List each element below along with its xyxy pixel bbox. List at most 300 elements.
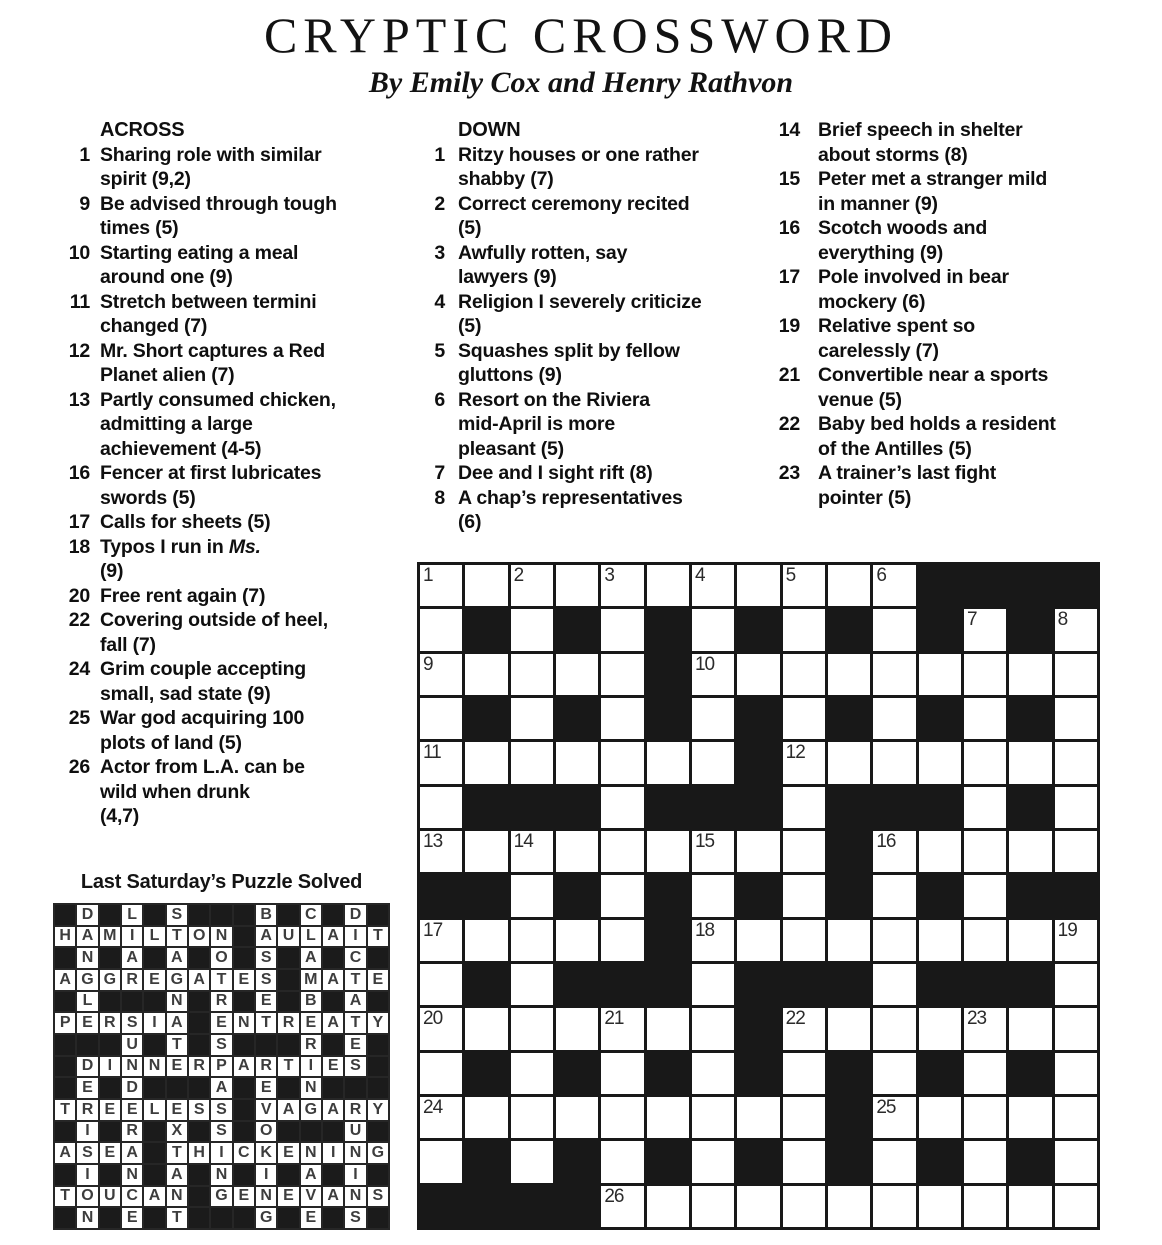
solved-cell-black [144,1208,164,1228]
grid-cell[interactable] [511,875,553,916]
grid-cell[interactable] [556,831,598,872]
clue-number: 7 [434,462,445,484]
solved-cell-letter: S [167,905,187,925]
grid-cell[interactable] [511,609,553,650]
grid-cell-black [737,1141,779,1182]
solved-cell-letter: N [301,1078,321,1098]
clue-3 [423,241,768,290]
grid-cell[interactable] [828,1008,870,1049]
grid-cell[interactable] [1055,831,1097,872]
grid-cell[interactable] [556,654,598,695]
solved-cell-black [55,992,75,1012]
grid-cell[interactable] [964,920,1006,961]
grid-cell[interactable] [420,1053,462,1094]
grid-cell[interactable] [783,698,825,739]
grid-cell-black [647,1141,689,1182]
grid-cell[interactable] [1055,787,1097,828]
grid-cell-black [647,698,689,739]
grid-cell[interactable] [964,787,1006,828]
grid-cell[interactable] [601,698,643,739]
grid-cell[interactable] [692,920,734,961]
grid-cell[interactable] [511,920,553,961]
grid-cell[interactable] [511,698,553,739]
grid-cell[interactable] [601,609,643,650]
solved-cell-black [278,1122,298,1142]
grid-cell[interactable] [783,1097,825,1138]
grid-cell[interactable] [556,1097,598,1138]
clue-text: Awfully rotten, say lawyers (9) [458,241,628,288]
grid-cell[interactable] [964,1008,1006,1049]
grid-cell[interactable] [1009,831,1051,872]
cell-number: 19 [1057,919,1077,941]
solved-cell-letter: E [278,1187,298,1207]
grid-cell[interactable] [420,1141,462,1182]
solved-cell-black [100,992,120,1012]
solved-cell-letter: E [368,970,388,990]
grid-cell[interactable] [919,1008,961,1049]
solved-cell-letter: U [100,1187,120,1207]
clue-number: 15 [778,168,800,190]
cell-number: 24 [423,1096,443,1118]
grid-cell[interactable] [873,964,915,1005]
grid-cell[interactable] [737,920,779,961]
grid-cell[interactable] [783,654,825,695]
grid-cell[interactable] [873,1186,915,1227]
grid-cell[interactable] [420,698,462,739]
grid-cell[interactable] [783,831,825,872]
grid-cell[interactable] [1055,1053,1097,1094]
grid-cell[interactable] [737,654,779,695]
grid-cell[interactable] [1055,1008,1097,1049]
grid-cell[interactable] [1055,654,1097,695]
grid-cell[interactable] [873,609,915,650]
grid-cell-black [919,787,961,828]
grid-cell[interactable] [873,831,915,872]
grid-cell[interactable] [964,609,1006,650]
solved-cell-letter: N [211,927,231,947]
cell-number: 18 [694,919,715,941]
grid-cell[interactable] [964,1186,1006,1227]
solved-cell-letter: E [144,970,164,990]
grid-cell-black [919,565,961,606]
grid-cell[interactable] [737,1186,779,1227]
clue-21 [770,363,1110,412]
grid-cell[interactable] [420,654,462,695]
solved-cell-letter: T [167,1208,187,1228]
grid-cell[interactable] [692,831,734,872]
grid-cell-black [873,787,915,828]
solved-cell-letter: N [256,1187,276,1207]
cell-number: 21 [604,1008,624,1030]
grid-cell[interactable] [919,831,961,872]
grid-cell[interactable] [601,565,643,606]
grid-cell-black [465,964,507,1005]
grid-cell[interactable] [601,875,643,916]
clue-text: Scotch woods and everything (9) [818,217,988,264]
grid-cell[interactable] [601,1097,643,1138]
solved-cell-letter: R [100,1013,120,1033]
clue-text: Typos I run in Ms. (9) [100,535,261,582]
solved-cell-letter: N [345,1187,365,1207]
solved-cell-black [122,992,142,1012]
clue-20 [58,584,403,609]
solved-cell-black [144,948,164,968]
solved-cell-letter: N [144,1057,164,1077]
grid-cell[interactable] [783,875,825,916]
crossword-grid[interactable] [417,562,1100,1230]
grid-cell[interactable] [783,565,825,606]
clue-11 [58,290,403,339]
grid-cell[interactable] [828,742,870,783]
solved-cell-black [100,905,120,925]
solved-cell-letter: R [278,1013,298,1033]
clue-number: 16 [778,217,800,239]
grid-cell[interactable] [873,1097,915,1138]
grid-cell[interactable] [511,1008,553,1049]
grid-cell[interactable] [964,1141,1006,1182]
solved-cell-letter: T [368,927,388,947]
clue-16 [58,461,403,510]
grid-cell[interactable] [420,787,462,828]
grid-cell[interactable] [692,698,734,739]
clue-text: Peter met a stranger mild in manner (9) [818,168,1048,215]
cell-number: 25 [876,1096,896,1118]
clue-number: 18 [68,535,90,558]
solved-cell-black [189,992,209,1012]
solved-cell-black [368,1078,388,1098]
solved-cell-letter: G [301,1100,321,1120]
grid-cell-black [1009,964,1051,1005]
cell-number: 5 [785,565,796,586]
clue-text: Brief speech in shelter about storms (8) [818,119,1023,166]
grid-cell[interactable] [556,920,598,961]
clue-22 [770,412,1110,461]
grid-cell[interactable] [873,742,915,783]
clue-text: A trainer’s last fight pointer (5) [818,462,996,509]
grid-cell[interactable] [783,1053,825,1094]
clue-text: Sharing role with similar spirit (9,2) [100,143,322,190]
grid-cell[interactable] [919,920,961,961]
grid-cell-black [647,875,689,916]
grid-cell[interactable] [737,565,779,606]
clue-text: Ritzy houses or one rather shabby (7) [458,143,699,190]
solved-cell-black [278,1208,298,1228]
grid-cell[interactable] [919,654,961,695]
solved-cell-black [144,1122,164,1142]
solved-cell-black [234,927,254,947]
grid-cell-black [647,1053,689,1094]
grid-cell-black [556,1186,598,1227]
grid-cell[interactable] [873,1053,915,1094]
grid-cell[interactable] [1055,609,1097,650]
solved-cell-black [323,905,343,925]
clue-number: 11 [69,290,90,313]
grid-cell[interactable] [692,1053,734,1094]
grid-cell[interactable] [692,964,734,1005]
solved-cell-black [278,1035,298,1055]
grid-cell[interactable] [964,1053,1006,1094]
grid-cell[interactable] [692,609,734,650]
grid-cell[interactable] [511,565,553,606]
grid-cell[interactable] [1009,1186,1051,1227]
grid-cell[interactable] [1009,742,1051,783]
grid-cell[interactable] [647,831,689,872]
grid-cell[interactable] [511,1053,553,1094]
solved-cell-letter: E [122,1208,142,1228]
solved-cell-letter: G [368,1143,388,1163]
grid-cell[interactable] [692,875,734,916]
grid-cell-black [964,565,1006,606]
grid-cell-black [647,787,689,828]
clue-5 [423,339,768,388]
solved-cell-letter: I [77,1122,97,1142]
grid-cell-black [647,920,689,961]
grid-cell-black [828,609,870,650]
grid-cell[interactable] [783,1186,825,1227]
grid-cell-black [828,698,870,739]
solved-cell-black [144,1165,164,1185]
clue-text: Convertible near a sports venue (5) [818,364,1049,411]
byline: By Emily Cox and Henry Rathvon [368,66,794,99]
grid-cell-black [1009,698,1051,739]
grid-cell[interactable] [692,1097,734,1138]
grid-cell[interactable] [556,742,598,783]
grid-cell[interactable] [873,920,915,961]
cell-number: 17 [423,919,443,941]
grid-cell[interactable] [737,831,779,872]
clue-number: 1 [434,143,445,166]
solved-cell-letter: G [100,970,120,990]
solved-cell-letter: A [189,970,209,990]
grid-cell[interactable] [783,609,825,650]
grid-cell[interactable] [692,654,734,695]
cell-number: 14 [513,830,533,852]
grid-cell[interactable] [420,920,462,961]
grid-cell[interactable] [420,964,462,1005]
clue-number: 17 [68,511,90,533]
grid-cell[interactable] [692,742,734,783]
grid-cell[interactable] [964,742,1006,783]
grid-cell[interactable] [1009,1097,1051,1138]
grid-cell[interactable] [692,1008,734,1049]
grid-cell[interactable] [420,831,462,872]
grid-cell[interactable] [783,920,825,961]
grid-cell[interactable] [465,1097,507,1138]
solved-cell-letter: R [77,1100,97,1120]
grid-cell[interactable] [783,742,825,783]
masthead [0,8,1162,99]
grid-cell[interactable] [692,1186,734,1227]
grid-cell[interactable] [783,1008,825,1049]
grid-cell[interactable] [420,1097,462,1138]
grid-cell[interactable] [873,654,915,695]
solved-cell-black [144,1143,164,1163]
grid-cell[interactable] [556,1008,598,1049]
grid-cell[interactable] [1055,698,1097,739]
grid-cell-black [1009,1141,1051,1182]
grid-cell[interactable] [420,742,462,783]
grid-cell[interactable] [873,1008,915,1049]
grid-cell[interactable] [964,1097,1006,1138]
solved-cell-letter: S [256,970,276,990]
grid-cell[interactable] [1055,920,1097,961]
solved-cell-letter: T [167,927,187,947]
grid-cell[interactable] [828,565,870,606]
grid-cell[interactable] [647,1097,689,1138]
solved-cell-letter: A [234,1057,254,1077]
solved-cell-letter: R [301,1035,321,1055]
solved-cell-letter: I [345,1165,365,1185]
grid-cell[interactable] [601,1141,643,1182]
grid-cell-black [919,698,961,739]
grid-cell[interactable] [511,742,553,783]
solved-cell-letter: S [211,1100,231,1120]
grid-cell[interactable] [692,1141,734,1182]
grid-cell[interactable] [465,742,507,783]
solved-cell-black [323,1165,343,1185]
grid-cell[interactable] [465,654,507,695]
grid-cell-black [919,964,961,1005]
grid-cell[interactable] [465,920,507,961]
solved-cell-letter: A [55,1143,75,1163]
grid-cell[interactable] [465,565,507,606]
clue-text: Free rent again (7) [100,584,266,607]
solved-cell-letter: E [234,970,254,990]
solved-cell-letter: E [323,1057,343,1077]
grid-cell[interactable] [647,1186,689,1227]
clue-14 [770,118,1110,167]
grid-cell[interactable] [964,698,1006,739]
grid-cell[interactable] [737,1097,779,1138]
grid-cell[interactable] [601,742,643,783]
grid-cell[interactable] [511,1141,553,1182]
grid-cell[interactable] [1009,1008,1051,1049]
grid-cell[interactable] [511,964,553,1005]
grid-cell[interactable] [511,831,553,872]
grid-cell[interactable] [783,787,825,828]
grid-cell[interactable] [511,654,553,695]
clue-text: Mr. Short captures a Red Planet alien (7) [100,339,325,386]
clue-number: 4 [434,290,445,313]
grid-cell[interactable] [1055,1097,1097,1138]
grid-cell-black [601,964,643,1005]
solved-cell-letter: R [122,970,142,990]
solved-cell-letter: E [301,1013,321,1033]
grid-cell[interactable] [1055,1186,1097,1227]
clue-number: 1 [79,143,90,166]
grid-cell[interactable] [919,1097,961,1138]
grid-cell[interactable] [873,565,915,606]
grid-cell-black [737,742,779,783]
across-clues-column [58,118,403,829]
grid-cell[interactable] [465,831,507,872]
solved-cell-letter: G [77,970,97,990]
grid-cell[interactable] [420,609,462,650]
solved-cell-black [55,905,75,925]
grid-cell[interactable] [873,698,915,739]
solved-cell-letter: U [278,927,298,947]
solved-cell-black [189,905,209,925]
solved-cell-letter: N [77,1208,97,1228]
grid-cell[interactable] [647,1008,689,1049]
grid-cell[interactable] [647,565,689,606]
down-clue-list [423,143,768,535]
grid-cell-black [828,787,870,828]
grid-cell[interactable] [465,1008,507,1049]
grid-cell[interactable] [511,1097,553,1138]
grid-cell[interactable] [601,831,643,872]
solved-cell-letter: S [122,1013,142,1033]
grid-cell[interactable] [601,1053,643,1094]
grid-cell[interactable] [601,1186,643,1227]
solved-cell-black [234,1208,254,1228]
solved-cell-letter: N [167,1187,187,1207]
grid-cell[interactable] [1055,742,1097,783]
solved-cell-letter: C [345,948,365,968]
grid-cell[interactable] [783,1141,825,1182]
grid-cell[interactable] [601,920,643,961]
grid-cell[interactable] [556,565,598,606]
grid-cell[interactable] [601,1008,643,1049]
grid-cell[interactable] [692,565,734,606]
grid-cell[interactable] [919,1186,961,1227]
grid-cell[interactable] [873,875,915,916]
solved-puzzle-grid [53,903,390,1230]
grid-cell-black [692,787,734,828]
solved-cell-black [100,1122,120,1142]
grid-cell[interactable] [601,654,643,695]
solved-cell-letter: N [77,948,97,968]
grid-cell[interactable] [828,654,870,695]
solved-cell-black [55,1122,75,1142]
clue-number: 12 [68,339,90,362]
grid-cell[interactable] [647,742,689,783]
grid-cell[interactable] [873,1141,915,1182]
grid-cell[interactable] [601,787,643,828]
solved-cell-letter: S [345,1208,365,1228]
grid-cell[interactable] [420,565,462,606]
solved-cell-black [100,1208,120,1228]
solved-cell-letter: R [345,1100,365,1120]
grid-cell[interactable] [964,831,1006,872]
grid-cell-black [828,1141,870,1182]
grid-cell[interactable] [420,1008,462,1049]
grid-cell[interactable] [964,654,1006,695]
clue-text: Calls for sheets (5) [100,511,271,533]
solved-cell-letter: R [256,1057,276,1077]
solved-cell-black [278,948,298,968]
grid-cell[interactable] [1009,920,1051,961]
solved-cell-letter: L [144,1100,164,1120]
grid-cell[interactable] [964,875,1006,916]
grid-cell[interactable] [1055,964,1097,1005]
grid-cell[interactable] [828,920,870,961]
solved-cell-letter: A [211,1078,231,1098]
grid-cell[interactable] [1009,654,1051,695]
solved-cell-letter: T [55,1100,75,1120]
cell-number: 8 [1057,609,1068,631]
grid-cell[interactable] [919,742,961,783]
solved-cell-black [323,1078,343,1098]
solved-cell-letter: A [323,927,343,947]
solved-cell-letter: M [100,927,120,947]
clue-15 [770,167,1110,216]
solved-cell-letter: D [77,1057,97,1077]
grid-cell-black [737,964,779,1005]
grid-cell[interactable] [828,1186,870,1227]
grid-cell[interactable] [1055,1141,1097,1182]
solved-cell-letter: A [144,1187,164,1207]
